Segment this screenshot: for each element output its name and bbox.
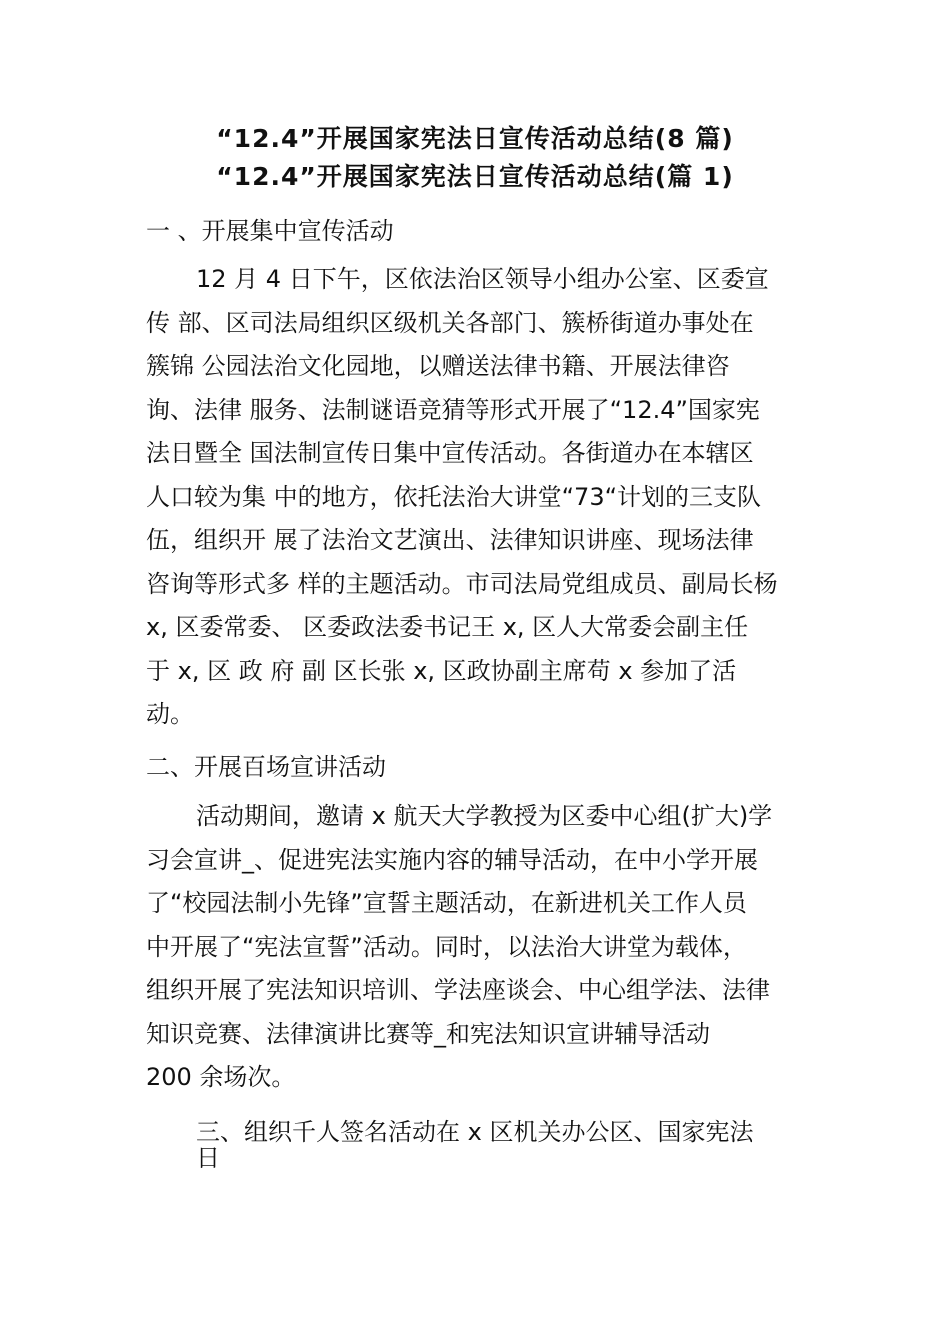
paragraph-line: 200 余场次。 xyxy=(146,1063,296,1091)
paragraph-line: 活动期间，邀请 x 航天大学教授为区委中心组(扩大)学 xyxy=(196,802,773,830)
paragraph-line: 传 部、区司法局组织区级机关各部门、簇桥街道办事处在 xyxy=(146,308,754,337)
document-subtitle: “12.4”开展国家宪法日宣传活动总结(篇 1) xyxy=(216,162,734,191)
section-3-heading-line: 三、组织千人签名活动在 x 区机关办公区、国家宪法 xyxy=(196,1118,754,1146)
section-3-heading-line: 日 xyxy=(196,1144,220,1172)
paragraph-line: 伍，组织开 展了法治文艺演出、法律知识讲座、现场法律 xyxy=(146,526,754,554)
paragraph-line: 簇锦 公园法治文化园地，以赠送法律书籍、开展法律咨 xyxy=(146,352,730,380)
paragraph-line: 于 x, 区 政 府 副 区长张 x, 区政协副主席苟 x 参加了活 xyxy=(146,656,737,685)
section-1-paragraph xyxy=(146,258,816,737)
paragraph-line: 习会宣讲_、促进宪法实施内容的辅导活动，在中小学开展 xyxy=(146,845,758,874)
paragraph-line: 人口较为集 中的地方，依托法治大讲堂“73“计划的三支队 xyxy=(146,482,762,511)
paragraph-line: 询、法律 服务、法制谜语竞猜等形式开展了“12.4”国家宪 xyxy=(146,395,760,424)
paragraph-line: 中开展了“宪法宣誓”活动。同时，以法治大讲堂为载体， xyxy=(146,932,747,961)
section-1-heading: 一 、开展集中宣传活动 xyxy=(146,217,394,245)
paragraph-line: 知识竞赛、法律演讲比赛等_和宪法知识宣讲辅导活动 xyxy=(146,1019,710,1048)
paragraph-line: 动。 xyxy=(146,700,194,728)
paragraph-line: 12 月 4 日下午，区依法治区领导小组办公室、区委宣 xyxy=(196,265,769,293)
document-title: “12.4”开展国家宪法日宣传活动总结(8 篇) xyxy=(216,124,734,153)
section-3-heading xyxy=(146,1119,816,1171)
paragraph-line: 了“校园法制小先锋”宣誓主题活动，在新进机关工作人员 xyxy=(146,889,747,917)
paragraph-line: 组织开展了宪法知识培训、学法座谈会、中心组学法、法律 xyxy=(146,976,770,1004)
section-2-paragraph xyxy=(146,795,816,1100)
paragraph-line: 法日暨全 国法制宣传日集中宣传活动。各街道办在本辖区 xyxy=(146,439,754,467)
paragraph-line: x, 区委常委、 区委政法委书记王 x, 区人大常委会副主任 xyxy=(146,613,749,641)
paragraph-line: 咨询等形式多 样的主题活动。市司法局党组成员、副局长杨 xyxy=(146,569,778,598)
section-2-heading: 二、开展百场宣讲活动 xyxy=(146,753,386,781)
